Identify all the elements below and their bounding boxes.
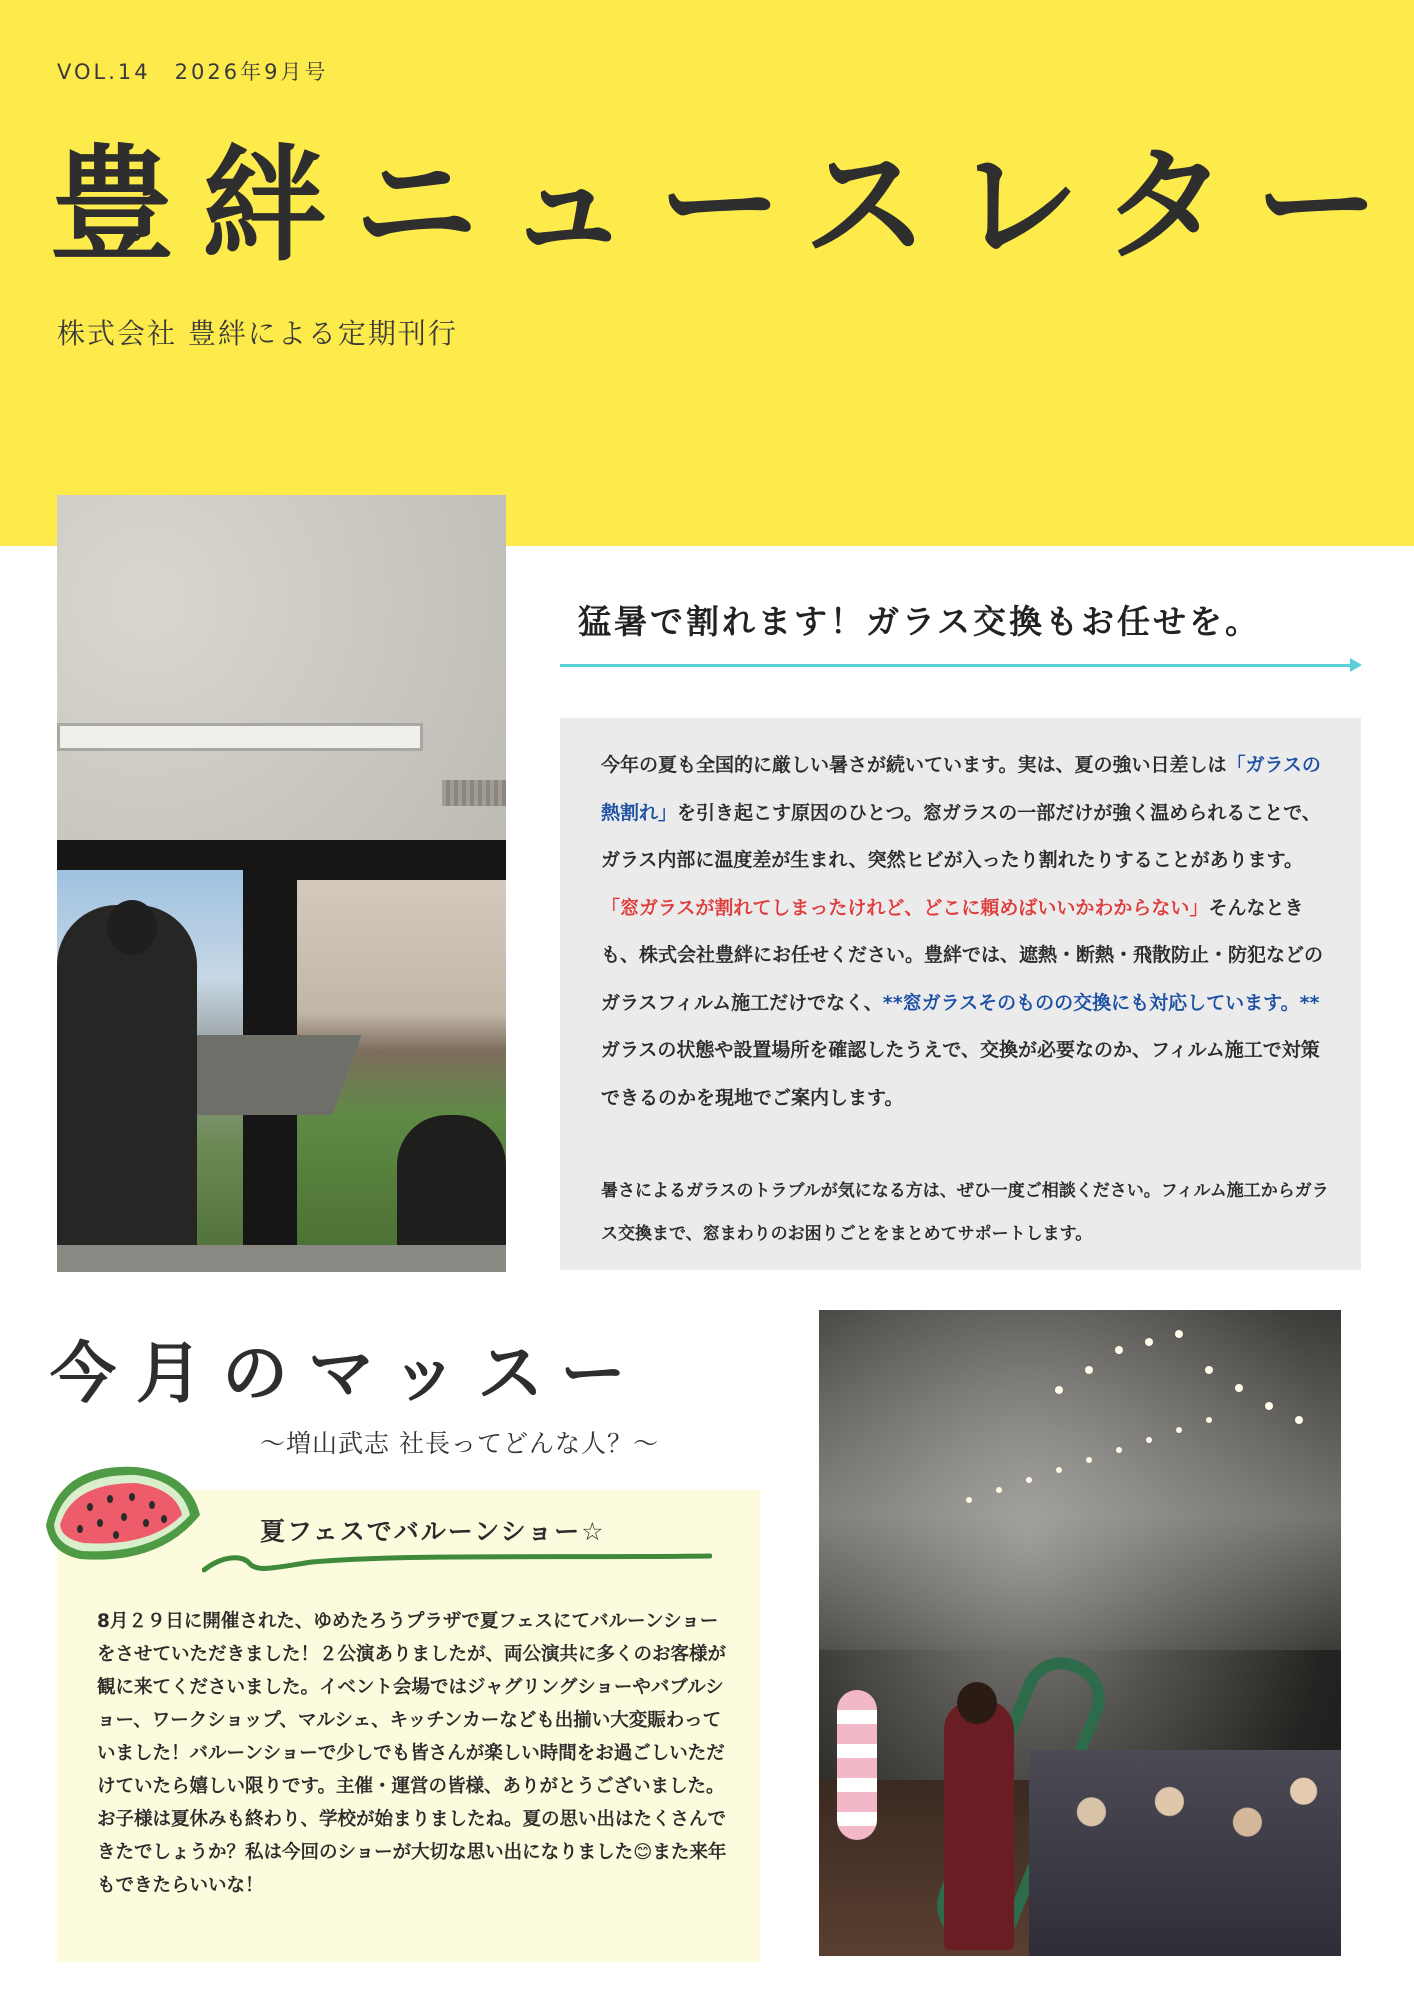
body-text-1: 今年の夏も全国的に厳しい暑さが続いています。実は、夏の強い日差しは (601, 754, 1227, 776)
ceiling-light (57, 723, 423, 751)
body-text-3: そんなときも、株式会社豊絆にお任せください。豊絆では、遮熱・断熱・飛散防止・防犯などのガラスフィルム施工だけでなく、 (601, 896, 1324, 1014)
body-text-2: を引き起こす原因のひとつ。窓ガラスの一部だけが強く温められることで、ガラス内部に温度差が生まれ、突然ヒビが入ったり割れたりすることがあります。 (601, 801, 1321, 871)
ceiling (57, 495, 506, 845)
audience-children (1029, 1750, 1341, 1956)
highlight-question: 「窓ガラスが割れてしまったけれど、どこに頼めばいいかわからない」 (601, 896, 1209, 919)
performer (944, 1700, 1014, 1950)
arrow-right-icon (1350, 658, 1362, 672)
issue-number: VOL.14 2026年9月号 (57, 60, 329, 84)
card-body-text: 8月２９日に開催された、ゆめたろうプラザで夏フェスにてバルーンショーをさせていただきました！２公演ありましたが、両公演共に多くのお客様が観に来てくださいました。イベント会場ではジャグリングショーやバブルショー、ワークショップ、マルシェ、キッチンカーなども出揃い大変賑わっていました！バルーンショーで少しでも皆さんが楽しい時間をお過ごしいただけていたら嬉しい限りです。主催・運営の皆様、ありがとうございました。お子様は夏休みも終わり、学校が始まりましたね。夏の思い出はたくさんできたでしょうか？私は今回のショーが大切な思い出になりました😊また来年もできたらいいな！ (97, 1611, 727, 1896)
glass-section-heading: 猛暑で割れます！ガラス交換もお任せを。 (578, 602, 1262, 641)
air-vent (442, 780, 506, 806)
glass-note-text: 暑さによるガラスのトラブルが気になる方は、ぜひ一度ご相談ください。フィルム施工からガラス交換まで、窓まわりのお困りごとをまとめてサポートします。 (601, 1181, 1329, 1244)
balloon-column (837, 1690, 877, 1840)
green-brush-swoosh (202, 1548, 712, 1578)
newsletter-title: 豊絆ニュースレター (50, 134, 1407, 278)
performer-head (957, 1682, 997, 1724)
masu-section-subtitle: 〜増山武志 社長ってどんな人？〜 (260, 1429, 659, 1458)
glass-text-box (560, 718, 1361, 1270)
masu-section-title: 今月のマッスー (50, 1335, 647, 1412)
body-text-4: ガラスの状態や設置場所を確認したうえで、交換が必要なのか、フィルム施工で対策できるのかを現地でご案内します。 (601, 1039, 1320, 1109)
glass-body-text (601, 742, 1331, 1122)
stage-lights (819, 1310, 1341, 1610)
newsletter-subtitle: 株式会社 豊絆による定期刊行 (57, 317, 458, 350)
watermelon-icon (40, 1455, 205, 1585)
worker-silhouette (57, 905, 197, 1272)
window-glass-work-photo (57, 495, 506, 1272)
worker-head (107, 900, 157, 955)
heading-rule (560, 664, 1356, 667)
highlight-replacement: **窓ガラスそのものの交換にも対応しています。** (882, 991, 1320, 1014)
highlight-heat-crack: 「ガラスの熱割れ」 (601, 754, 1321, 824)
balloon-show-stage-photo (819, 1310, 1341, 1956)
floor (57, 1245, 506, 1272)
card-heading: 夏フェスでバルーンショー☆ (260, 1517, 606, 1546)
